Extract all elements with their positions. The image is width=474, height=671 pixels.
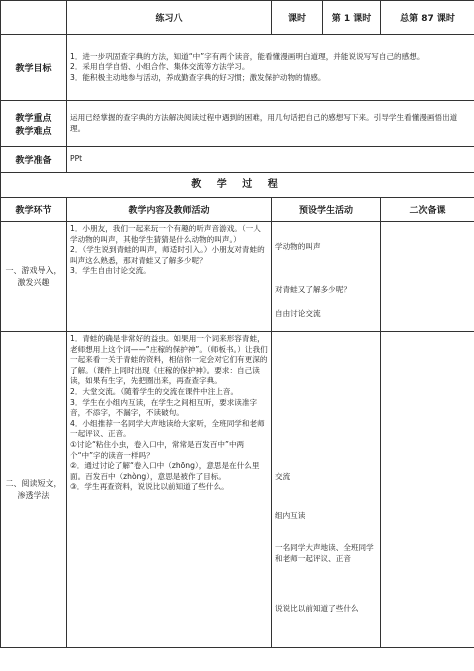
process-title-row: [1, 173, 474, 198]
period-label: 课时: [272, 1, 323, 35]
content-item: 2．大堂交流。（随着学生的交流在课件中注上音。: [70, 386, 239, 396]
content-item: ①讨论“粘住小虫，卷入口中，常常是百发百中”中两个“中”字的读音一样吗？: [70, 439, 245, 460]
col-stage: 教学环节: [1, 198, 67, 222]
process-title: 教 学 过 程: [1, 173, 474, 198]
objectives-content: [67, 35, 474, 101]
student-item: 组内互读: [275, 510, 306, 520]
section-2-student: [272, 332, 381, 648]
col-student: 预设学生活动: [272, 198, 381, 222]
focus-row: [1, 101, 474, 147]
objective-item: 2．采用自学自悟、小组合作、集体交流等方法学习。: [70, 62, 250, 72]
objective-item: 3．能积极主动地参与活动，养成勤查字典的好习惯；激发保护动物的情感。: [70, 72, 326, 82]
section-1-row: [1, 222, 474, 332]
content-item: 4．小组推荐一名同学大声地读给大家听，全班同学和老师一起评议、正音。: [70, 418, 265, 439]
student-item: 学动物的叫声: [275, 242, 321, 251]
col-second: 二次备课: [381, 198, 474, 222]
student-item: 说说比以前知道了些什么: [275, 604, 359, 614]
student-item: 一名同学大声地读、全班同学和老师一起评议、正音: [275, 543, 374, 563]
student-item: 对青蛙又了解多少呢？: [275, 284, 351, 294]
section-2-row: [1, 332, 474, 648]
section-1-stage: 一、游戏导入，激发兴趣: [1, 222, 67, 332]
col-content: 教学内容及教师活动: [67, 198, 272, 222]
process-header-row: [1, 198, 474, 222]
section-1-content: [67, 222, 272, 332]
focus-labels: [1, 101, 67, 147]
header-blank: [1, 1, 67, 35]
objectives-label: 教学目标: [1, 35, 67, 101]
section-1-student: [272, 222, 381, 332]
content-item: 3．学生在小组内互读，在学生之间相互听，要求读准字音，不添字，不漏字，不读破句。: [70, 397, 258, 418]
content-item: ③．学生再查资料，说说比以前知道了些什么。: [70, 482, 229, 492]
prep-row: [1, 147, 474, 173]
content-item: 2．（学生说到青蛙的叫声，师适时引入。）小朋友对青蛙的叫声这么熟悉，那对青蛙又了解多少呢？: [70, 245, 265, 265]
section-2-content: [67, 332, 272, 648]
total-period-value: 总第 87 课时: [381, 1, 474, 35]
content-item: 1．青蛙的确是非常好的益虫。如果用一个词来形容青蛙，老师想用上这个词——“庄稼的保护神”。（师板书。）让我们一起来看一关于青蛙的资料，相信你一定会对它们有更深的了解。（课件上同时出现《庄稼的保护神》。要求：自己读读，如果有生字，先把圈出来，再查查字典。: [70, 334, 268, 386]
section-2-stage: 二、阅读短文，渗透学法: [1, 332, 67, 648]
section-1-second: [381, 222, 474, 332]
content-item: 3．学生自由讨论交流。: [70, 266, 151, 276]
student-item: 交流: [275, 472, 291, 481]
content-item: ②．通过讨论了解“卷入口中（zhōng），意思是在什么里面。百发百中（zhòng），意思是被作了目标。: [70, 461, 260, 481]
prep-label: 教学准备: [1, 147, 67, 173]
lesson-title: 练习八: [67, 1, 272, 35]
objectives-row: [1, 35, 474, 101]
student-item: 自由讨论交流: [275, 309, 321, 319]
focus-content: 运用已经掌握的查字典的方法解决阅读过程中遇到的困难，用几句话把自己的感想写下来。引导学生看懂漫画悟出道理。: [67, 101, 474, 147]
header-row: [1, 1, 474, 35]
difficulty-label: 教学难点: [15, 126, 52, 137]
period-value: 第 1 课时: [323, 1, 381, 35]
section-2-second: [381, 332, 474, 648]
objective-item: 1．进一步巩固查字典的方法，知道“中”字有两个读音，能看懂漫画明白道理，并能说说写写自己的感想。: [70, 51, 425, 61]
prep-content: PPt: [67, 147, 474, 173]
content-item: 1．小朋友，我们一起来玩一个有趣的听声音游戏。（一人学动物的叫声，其他学生猜猜是什么动物的叫声。）: [70, 224, 261, 244]
focus-label: 教学重点: [15, 113, 52, 124]
